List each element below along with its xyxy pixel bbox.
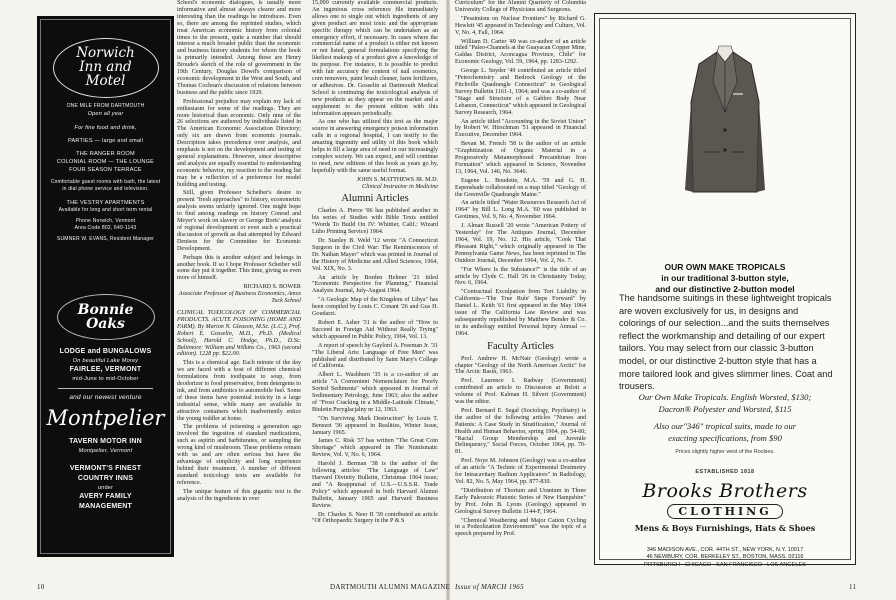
inn-line-6: FOUR SEASON TERRACE <box>69 167 142 173</box>
review-book-title: CLINICAL TOXICOLOGY OF COMMERCIAL PRODUCTS. ACUTE POISONING (HOME AND FARM). By Marion N. Gleason, M.Sc. (L.C.), Prof. Robert E. Gosselin, M.D., Ph.D. (Medical School), Harold C. Hodge, Ph.D., D.Sc. Baltimore: William and Wilkins Co., 1963 (second edition). 1228 pp. $22.00. <box>177 309 301 358</box>
article-entry: Eugene L. Boudette, M.A. '59 and G. H. Espenshade collaborated on a map titled "Geology of the Greenville Quadrangle Maine." <box>455 177 586 198</box>
address-line: 46 NEWBURY, COR. BERKELEY ST., BOSTON, MASS. 02116 <box>646 554 804 561</box>
brand-name: Brooks Brothers <box>642 480 808 502</box>
article-entry: "A Geologic Map of the Kingdom of Libya" has been compiled by Louis C. Conant '26 and Gus H. Goudarzi. <box>312 297 438 318</box>
newest-venture-label: and our newest venture <box>69 394 142 401</box>
article-entry: Dr. Stanley B. Weld '12 wrote "A Connecticut Surgeon in the Civil War: The Reminiscences of Dr. Nathan Mayer" which was printed in Journal of the History of Medicine and Allied Sciences, 1964, Vol. XIX, No. 3. <box>312 238 438 272</box>
norwich-oval <box>53 38 159 98</box>
article-entry: An article titled "Accounting in the Soviet Union" by Robert W. Hirschman '51 appeared in Financial Executive, December 1964. <box>455 118 586 139</box>
article-entry: Harold J. Berman '38 is the author of the following articles: "The Language of Law" Harvard Divinity Bulletin, Christmas 1964 issue; and "A Reappraisal of U.S.—U.S.S.R. Trade Policy" which appeared in both Harvard Alumni Bulletin, January 1965 and Harvard Business Review. <box>312 461 438 509</box>
inn-line-4: THE RANGER ROOM <box>76 151 135 157</box>
article-entry: Prof. Laurence I. Radway (Government) contributed an article to Discussion at Beloit a volume of Prof. Kalman H. Silvert (Government) was the editor. <box>455 378 586 406</box>
review-paragraph: 15,000 currently available commercial products. An ingenious cross reference file immediately allows one to single out which ingredients of any given product are most toxic and the appropriate specific therapy which can be undertaken as an emergency effort, if necessary. In cases where the commercial name of a product is either not known or not listed, general formulations specifying the likeliest makeup of a product give a knowledge of its purpose. For instance, it is possible to predict with fair accuracy the content of nail cosmetics, corn removers, paint brush cleaner, farm fertilizers, or adhesives. Dr. Gosselin at Dartmouth Medical School is continuing the toxicological analysis of new products as they appear on the market and a supplement to the present edition with this information appears periodically. <box>312 0 438 117</box>
article-entry: Prof. Andrew H. McNair (Geology) wrote a chapter "Geology of the North American Arctic" for The Arctic Basin, 1963. <box>455 355 586 376</box>
article-entry: An article by Borden Helmer '21 titled "Economic Perspective for Planning," Financial Analysts Journal, July-August 1964. <box>312 274 438 295</box>
montpelier-line-1: Montpelier, Vermont <box>78 448 133 455</box>
store-addresses <box>595 547 855 569</box>
inn-line-3: PARTIES — large and small <box>67 138 144 144</box>
article-entry: "On Surviving Mark Destruction" by Louis T. Benezet '36 appeared in Realities, Winter Issue, January 1965. <box>312 415 438 436</box>
article-entry: A report of speech by Gaylord A. Freeman Jr. '31 "The Liberal Arts: Language of Free Men" was published and distributed by Saint Mary's College of California. <box>312 342 438 370</box>
section-heading: Faculty Articles <box>487 340 554 352</box>
review-paragraph: As one who has utilized this text as the major source in answering emergency poison information calls in a regional hospital, I can testify to the amazing ingenuity and utility of this book which helps to fill a large area of need in our increasingly complex society. We can expect, and will continue to need, new editions of this book as years go by, hopefully with the same useful format. <box>312 119 438 174</box>
article-entry: James C. Risk '37 has written "The Great Coin Shortage" which appeared in The Numismatic Review, Vol. V, No. 6, 1964. <box>312 438 438 459</box>
magazine-title: DARTMOUTH ALUMNI MAGAZINE <box>330 583 451 591</box>
review-paragraph: Still, given Professor Scheiber's desire to present "fresh approaches" to history, econometric analysis seems unfairly ignored. One might hope to find among readings on history Conrad and Meyer's work on slavery or George Borts' analysis of regional development or even such a practical discussion of growth as that attempted by Edward Denison for the Committee for Economic Development. <box>177 190 301 252</box>
montpelier-title: Montpelier <box>46 406 165 430</box>
established-label: ESTABLISHED 1818 <box>695 469 755 475</box>
montpelier-line-5: AVERY FAMILY <box>79 493 132 501</box>
address-line: PITTSBURGH · CHICAGO · SAN FRANCISCO · LOS ANGELES <box>644 561 806 568</box>
bonnie-title: Bonnie Oaks <box>77 301 134 332</box>
ad-offer-line: exacting specifications, from $90 <box>668 433 782 443</box>
brand-subtitle: Mens & Boys Furnishings, Hats & Shoes <box>634 523 816 533</box>
section-heading: Alumni Articles <box>341 193 409 205</box>
ad-offer-line: Also our"346" tropical suits, made to our <box>653 421 797 431</box>
brooks-brothers-logo <box>595 480 855 533</box>
review-paragraph: School's economic dialogues, is usually more informative and almost always clearer and more interesting than the readings he introduces. Even so, there are among the reprinted studies, which treat American economic history from colonial times to the present, quite a number that should interest a much broader public than the economic and business history students for whom the book is primarily intended. Among these are Henry Broude's sketch of the role of government in the 19th Century, Douglas Dowd's comparison of economic development in the West and South, and Thomas Cochran's discussion of relations between business and the public since 1929. <box>177 0 301 96</box>
inn-line-8: THE VESTRY APARTMENTS <box>66 200 145 206</box>
montpelier-line-6: MANAGEMENT <box>79 503 132 511</box>
inn-line-7: Comfortable guest rooms with bath, the latest in dial phone service and television. <box>50 179 161 192</box>
inn-line-10: Phone Norwich, Vermont <box>75 218 136 224</box>
reviewer-name: JOHN S. MATTHEWS JR. M.D. <box>356 176 438 183</box>
clothing-label: CLOTHING <box>667 504 782 519</box>
inn-line-12: SUMNER W. EVANS, Resident Manager <box>56 236 155 242</box>
article-entry: "Chemical Weathering and Major Cation Cycling in a Podzolization Environment" was the topic of a speech prepared by Prof. <box>455 517 586 538</box>
inn-line-2: For fine food and drink, <box>74 125 137 131</box>
article-entry: "Contractual Exculpation from Tort Liability in California—'The True Rule' Steps Forward" by Daniel L. Keith '61 first appeared in the May 1964 issue of The California Law Review and was subsequently republished by Matthew Bender & Co. in its anthology entitled Personal Injury Annual — 1964. <box>455 289 586 337</box>
left-page-number: 10 <box>37 583 45 591</box>
right-page-number: 11 <box>849 583 857 591</box>
inn-line-0: ONE MILE FROM DARTMOUTH <box>66 103 145 109</box>
book-review-column <box>177 0 301 504</box>
ad-headline-line: OUR OWN MAKE TROPICALS <box>664 262 786 272</box>
montpelier-line-3: COUNTRY INNS <box>77 475 134 483</box>
reviewer-title: Associate Professor of Business Economics, Amos Tuck School <box>178 291 301 305</box>
article-entry: Robert E. Asher '31 is the author of "How to Succeed in Foreign Aid Without Really Trying" which appeared in Public Policy, 1964, Vol. 13. <box>312 319 438 340</box>
inn-line-11: Area Code 802, 649-1143 <box>74 225 137 231</box>
article-entry: Albert L. Washburn '35 is a co-author of an article "A Convenient Nomenclature for Poorly Sorted Sediments" which appeared in Journal of Sedimentary Petrology, June 1963; also the author of "Frost Cracking in a Middle-Latitude Climate," Biuletin Peryglacjalny nr 12, 1963. <box>312 372 438 413</box>
norwich-title: Norwich Inn and Motel <box>76 45 135 89</box>
article-entry: "Distribution of Thorium and Uranium in Three Early Paleozoic Plutonic Series of New Hampshire" by Prof. John B. Lyons (Geology) appeared in Geological Survey Bulletin 1144-F, 1964. <box>455 487 586 515</box>
article-entry: An article titled "Water Resources Research Act of 1964" by Bill L. Long M.A. '60 was published in Geotimes, Vol. 9, No. 4, November 1964. <box>455 200 586 221</box>
montpelier-line-4: under <box>97 485 114 492</box>
ad-headline <box>595 262 855 295</box>
article-entry: Dr. Charles S. Neer II '39 contributed an article "Of Orthopaedic Surgery in the P & S <box>312 511 438 525</box>
article-entry: William D. Carter '49 was co-author of an article titled "Paleo-Channels at the Guayacan Copper Mine, Galdas District, Aconcagua Province, Chile" for Economic Geology, Vol. 59, 1964, pp. 1283-1292. <box>455 38 586 66</box>
review-paragraph: The unique feature of this gigantic text is the analysis of the ingredients in over <box>177 488 301 502</box>
bonnie-block <box>37 294 174 512</box>
ad-offer-line: Dacron® Polyester and Worsted, $115 <box>658 404 792 414</box>
price-note: Prices slightly higher west of the Rockies. <box>675 449 775 455</box>
faculty-articles-column <box>455 0 586 540</box>
address-line: 346 MADISON AVE., COR. 44TH ST., NEW YORK, N.Y. 10017 <box>646 547 804 553</box>
reviewer-name: RICHARD S. BOWER <box>243 284 301 291</box>
page-gutter <box>446 0 450 600</box>
review-paragraph: Professional prejudice may explain my lack of enthusiasm for some of the readings. They are more historical than economic. Only nine of the 26 selections are authored by individuals listed in The American Economic Association Directory; only six are drawn from economic journals. Description takes precedence over analysis, and emphasis is not on the development and testing of general explanations. However, since descriptive and analysis are equally essential to understanding economic behavior, my reaction to the reading list may be a reflection of a preference for model building and testing. <box>177 98 301 188</box>
bonnie-line-3: mid-June to mid-October <box>72 376 139 382</box>
ad-body-copy: The handsome suitings in these lightweight tropicals are woven exclusively for us, in designs and colorings of our selection...and the suits themselves reflect the workmanship and detailing of our expert tailors. You may select from our classic 3-button model, or our distinctive 2-button style that has a more tailored look and gives slimmer lines. Coat and trousers. <box>619 293 833 392</box>
article-entry: J. Alman Russell '20 wrote "American Pottery of Yesterday" for The Antiques Journal, December 1964, Vol. 19, No. 12. His article, "Cook That Pheasant Right," which originally appeared in The Pennsylvania Game News, has been reprinted in The Outdoor Journal, December 1964, Vol. 2, No. 7. <box>455 223 586 264</box>
ad-divider <box>58 388 154 389</box>
issue-date: Issue of MARCH 1965 <box>455 583 524 591</box>
article-entry: "Pessimism on Nuclear Frontiers" by Richard G. Hewlett '45 appeared in Technology and Culture, Vol. V, No. 4, Fall, 1964. <box>455 15 586 36</box>
bonnie-line-2: FAIRLEE, VERMONT <box>69 366 142 373</box>
ad-headline-line: and our distinctive 2-button model <box>655 284 795 294</box>
inn-line-9: Available for long and short term rental <box>58 207 153 213</box>
article-entry: "For Where Is the Substance?" is the title of an article by Clyde C. Hall '26 in Christianity Today, Nov. 6, 1964. <box>455 266 586 287</box>
alumni-articles-column <box>312 0 438 527</box>
montpelier-line-0: TAVERN MOTOR INN <box>69 438 142 446</box>
bonnie-oval <box>57 294 155 340</box>
ad-headline-line: in our traditional 3-button style, <box>661 273 789 283</box>
article-entry: Curriculum" for the Alumni Quarterly of Columbia University College of Physicians and Surgeons. <box>455 0 586 13</box>
inn-line-1: Open all year <box>87 111 124 117</box>
brooks-brothers-ad <box>594 13 856 568</box>
bonnie-line-0: LODGE and BUNGALOWS <box>59 348 152 355</box>
review-paragraph: Perhaps this is another subject and belongs in another book. If so I hope Professor Scheiber will some day put it together. This time, giving us even more of himself. <box>177 254 301 282</box>
article-entry: Charles A. Pierce '06 has published another in his series of Studies with Bible Texts entitled "Words To Build On IV: Whittier, Calif.: Wizard Litho Printing Service) 1964. <box>312 208 438 236</box>
norwich-inn-ad <box>37 16 174 557</box>
reviewer-title: Clinical Instructor in Medicine <box>362 183 438 190</box>
review-paragraph: The problems of poisoning a generation ago involved the ingestion of standard medications, such as aspirin and barbiturates, or sampling the wrong kind of mushroom. These problems remain with us and are often serious but have the advantage of simplicity and long experience behind their treatment. A number of different standard toxicology texts are available for reference. <box>177 424 301 486</box>
inn-line-5: COLONIAL ROOM — THE LOUNGE <box>56 159 155 165</box>
article-entry: Prof. Bernard E. Segal (Sociology, Psychiatry) is the author of the following articles "Nurses and Patients: A Case Study in Stratification," Journal of Health and Human Behavior, spring 1964, pp. 54-60; "Racial Group Membership and Juvenile Delinquency," Social Forces, October 1964, pp. 70-81. <box>455 407 586 456</box>
norwich-block <box>37 38 174 243</box>
bonnie-line-1: On beautiful Lake Morey <box>72 358 139 364</box>
montpelier-line-2: VERMONT'S FINEST <box>69 465 142 473</box>
suit-jacket-illustration <box>685 42 765 202</box>
ad-offer-line: Our Own Make Tropicals. English Worsted, $130; <box>638 392 812 402</box>
review-paragraph: This is a chemical age. Each minute of the day we are faced with a host of different chemical formulations from toothpaste to soup, from deodorizer to food preservative, from detergents to ink, and from antibiotics to automobile fuel. Some of these items have potential toxicity in a large industrial sense, while many are available in attractive containers which inadvertently entice the young toddler at home. <box>177 360 301 422</box>
article-entry: Bevan M. French '58 is the author of an article "Graphitization of Organic Material in a Progressively Metamorphosed Precambrian Iron Formation" which appeared in Science, November 13, 1964, Vol. 146, No. 3646. <box>455 141 586 175</box>
article-entry: Prof. Noye M. Johnson (Geology) was a co-author of an article "A Technic of Experimental Dosimetry for Intracavitary Radium Applicators" in Radiology, Vol. 82, No. 5, May 1964, pp. 877-830. <box>455 458 586 485</box>
article-entry: George L. Snyder '49 contributed an article titled "Petrochemistry and Bedrock Geology of the Fitchville Quadrangle Connecticut" to Geological Survey Bulletin 1161-1, 1964; and was a co-author of "Stage and Structure of a Gabbro Body Near Lebanon, Connecticut" which appeared in Geological Survey Research, 1964. <box>455 68 586 116</box>
